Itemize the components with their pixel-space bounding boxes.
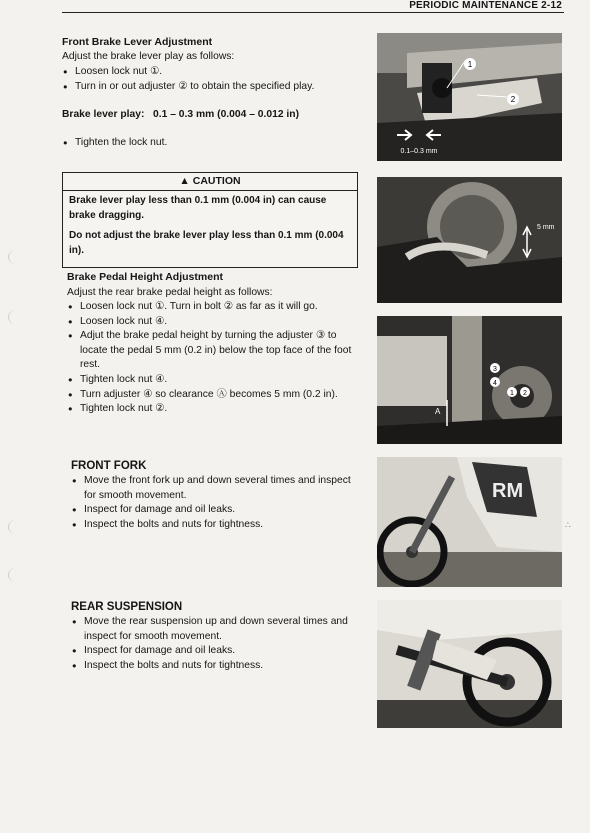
front-brake-intro: Adjust the brake lever play as follows: (62, 51, 235, 62)
clearance-a-label: A (435, 407, 441, 416)
front-fork-photo (377, 457, 562, 587)
callout-1: 1 (510, 390, 514, 397)
spec-label: Brake lever play: (62, 109, 145, 120)
rear-suspension-photo (377, 600, 562, 728)
brake-pedal-photo (377, 177, 562, 303)
callout-3: 3 (493, 366, 497, 373)
caution-title: CAUTION (192, 175, 241, 187)
rear-suspension-steps (71, 615, 359, 673)
caution-header (63, 173, 357, 191)
list-item: ● Turn adjuster ④ so clearance Ⓐ becomes 5 mm (0.2 in). (67, 388, 357, 403)
warning-triangle-icon: ▲ (179, 175, 190, 187)
list-item: ● Loosen lock nut ④. (67, 315, 357, 330)
list-item: ● Tighten lock nut ②. (67, 402, 357, 417)
list-item: ● Turn in or out adjuster ② to obtain the specified play. (62, 80, 362, 95)
list-item: ● Inspect for damage and oil leaks. (71, 644, 359, 659)
callout-2: 2 (510, 95, 516, 104)
callout-2: 2 (523, 390, 527, 397)
spec-value: 0.1 – 0.3 mm (0.004 – 0.012 in) (153, 109, 299, 120)
list-item: ● Tighten lock nut ④. (67, 373, 357, 388)
lever-gap-label: 0.1–0.3 mm (400, 148, 438, 155)
callout-4: 4 (493, 380, 497, 387)
caution-line-1: Brake lever play less than 0.1 mm (0.004 in) can cause brake dragging. (69, 195, 327, 221)
list-item: ● Loosen lock nut ①. Turn in bolt ② as far as it will go. (67, 300, 357, 315)
rear-suspension-heading: REAR SUSPENSION (71, 601, 183, 613)
front-brake-final (62, 136, 362, 151)
caution-box (62, 172, 358, 268)
front-brake-steps (62, 65, 362, 94)
list-item: ● Tighten the lock nut. (62, 136, 362, 151)
brake-lever-photo (377, 33, 562, 161)
list-item: ● Inspect for damage and oil leaks. (71, 503, 359, 518)
header-rule (62, 12, 564, 13)
front-brake-heading: Front Brake Lever Adjustment (62, 36, 213, 48)
list-item: ● Move the front fork up and down several times and inspect for smooth movement. (71, 474, 359, 503)
brake-pedal-steps (67, 300, 357, 417)
brake-pedal-intro: Adjust the rear brake pedal height as follows: (67, 287, 273, 298)
list-item: ● Loosen lock nut ①. (62, 65, 362, 80)
caution-line-2: Do not adjust the brake lever play less than 0.1 mm (0.004 in). (69, 230, 344, 256)
pedal-gap-label: 5 mm (537, 224, 555, 231)
callout-1: 1 (467, 60, 473, 69)
rear-brake-adjust-photo (377, 316, 562, 444)
list-item: ● Move the rear suspension up and down several times and inspect for smooth movement. (71, 615, 359, 644)
front-fork-heading: FRONT FORK (71, 460, 147, 472)
front-fork-steps (71, 474, 359, 532)
brake-pedal-heading: Brake Pedal Height Adjustment (67, 271, 223, 283)
gutter-mark: ∴ (565, 520, 571, 530)
svg-text:RM: RM (492, 480, 524, 502)
list-item: ● Inspect the bolts and nuts for tightness. (71, 518, 359, 533)
page-header: PERIODIC MAINTENANCE 2-12 (409, 0, 562, 11)
list-item: ● Adjut the brake pedal height by turning the adjuster ③ to locate the pedal 5 mm (0.2 in) below the top face of the foot rest. (67, 329, 357, 373)
brake-lever-play-spec (62, 109, 299, 120)
list-item: ● Inspect the bolts and nuts for tightness. (71, 659, 359, 674)
